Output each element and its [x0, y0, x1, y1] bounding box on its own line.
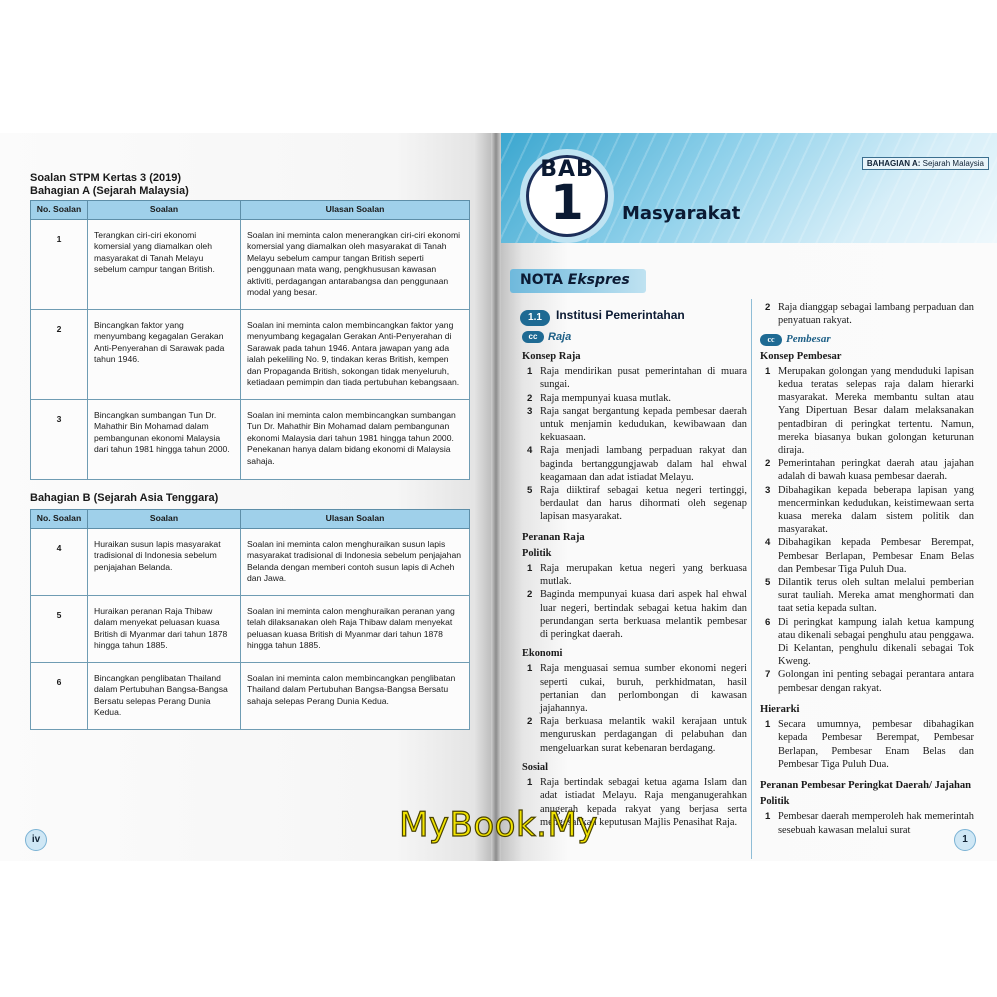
table-row	[31, 399, 470, 479]
konsep-raja-list	[522, 365, 747, 523]
table-row	[31, 219, 470, 309]
nota-ekspres-label: Ekspres	[567, 272, 630, 288]
subhead-raja-label: Raja	[548, 331, 572, 343]
subhead-pembesar-label: Pembesar	[786, 333, 831, 346]
book-gutter	[491, 133, 501, 861]
nota-label: NOTA	[520, 272, 563, 288]
subhead-pembesar	[760, 333, 974, 346]
raja-continued-list	[760, 301, 974, 327]
list-item: 3 Raja sangat bergantung kepada pembesar daerah untuk menjamin kedudukan, kewibawaan dan kekuasaan.	[527, 405, 747, 444]
question-number: 4	[31, 528, 88, 595]
section-tag	[862, 157, 989, 170]
header-soalan: Soalan	[88, 201, 241, 220]
bullet-loop-icon: cc	[522, 331, 544, 343]
list-item: 4 Raja menjadi lambang perpaduan rakyat dan baginda bertanggungjawab dalam hal ehwal keagamaan dan adat istiadat Melayu.	[527, 445, 747, 483]
question-text: Huraikan susun lapis masyarakat tradisional di Indonesia sebelum penjajahan Belanda.	[88, 528, 241, 595]
show-through-text	[230, 181, 235, 202]
section-number-badge: 1.1	[520, 310, 550, 326]
list-item: 1 Merupakan golongan yang menduduki lapisan kedua teratas selepas raja dalam hierarki masyarakat. Mereka membantu sultan atau Yang Dipertuan Besar dalam melaksanakan pentadbiran di peringkat tertentu. Namun, mereka biasanya bukan golongan keturunan diraja.	[765, 365, 974, 457]
table-row	[31, 662, 470, 729]
page-number: 1	[954, 829, 976, 851]
question-commentary: Soalan ini meminta calon membincangkan penglibatan Thailand dalam Pertubuhan Bangsa-Bangsa Bersatu sahaja selepas Perang Dunia Kedua.	[241, 662, 470, 729]
section-tag-label: BAHAGIAN A:	[866, 159, 921, 168]
header-soalan: Soalan	[88, 510, 241, 529]
konsep-raja-heading: Konsep Raja	[522, 351, 581, 362]
hierarki-heading: Hierarki	[760, 703, 800, 715]
politik-heading: Politik	[522, 547, 552, 559]
section-a-heading: Bahagian A (Sejarah Malaysia)	[30, 185, 189, 197]
list-item: 2 Pemerintahan peringkat daerah atau jajahan adalah di bawah kuasa pembesar daerah.	[765, 458, 974, 483]
list-item: 5 Dilantik terus oleh sultan melalui pemberian surat tauliah. Mereka amat menghormati dan taat setia kepada sultan.	[765, 577, 974, 615]
bullet-loop-icon: cc	[760, 334, 782, 346]
list-item: 6 Di peringkat kampung ialah ketua kampung atau dikenali sebagai penghulu atau penggawa. Di Kelantan, penghulu dikenali sebagai Tok Kweng.	[765, 616, 974, 668]
column-divider	[751, 299, 752, 859]
question-commentary: Soalan ini meminta calon menghuraikan peranan yang telah dilaksanakan oleh Raja Thibaw dalam menyekat peluasan kuasa British di Myanmar dari tahun 1878 hingga tahun 1885.	[241, 595, 470, 662]
table-row	[31, 595, 470, 662]
section-b-heading: Bahagian B (Sejarah Asia Tenggara)	[30, 492, 219, 504]
page-number: iv	[25, 829, 47, 851]
konsep-pembesar-heading: Konsep Pembesar	[760, 350, 842, 362]
table-row	[31, 309, 470, 399]
list-item: 1 Raja menguasai semua sumber ekonomi negeri seperti cukai, buruh, perkhidmatan, hasil pertanian dan perlombongan di kawasan jajahannya.	[527, 663, 747, 715]
list-item: 2 Raja mempunyai kuasa mutlak.	[527, 392, 672, 404]
right-page	[498, 133, 997, 861]
question-number: 6	[31, 662, 88, 729]
chapter-badge	[526, 155, 608, 237]
list-item: 1 Secara umumnya, pembesar dibahagikan kepada Pembesar Berempat, Pembesar Berlapan, Pembesar Enam Belas dan Pembesar Tiga Puluh Dua.	[765, 719, 974, 770]
konsep-pembesar-list	[760, 365, 974, 695]
question-text: Bincangkan faktor yang menyumbang kegagalan Gerakan Anti-Penyerahan di Sarawak pada tahun 1946.	[88, 309, 241, 399]
question-commentary: Soalan ini meminta calon membincangkan sumbangan Tun Dr. Mahathir Bin Mohamad dalam pembangunan ekonomi Malaysia dari tahun 1981 hingga tahun 2000. Penekanan hanya dalam bidang ekonomi di Malaysia sahaja.	[241, 399, 470, 479]
list-item: 2 Baginda mempunyai kuasa dari aspek hal ehwal luar negeri, bertindak sebagai ketua hakim dan perundangan serta berkuasa melantik pembesar di peringkat daerah.	[527, 589, 747, 641]
nota-ekspres-banner	[510, 269, 646, 293]
list-item: 3 Dibahagikan kepada beberapa lapisan yang mencerminkan kedudukan, keistimewaan serta kuasa mereka dalam sistem politik dan masyarakat.	[765, 484, 974, 536]
sosial-heading: Sosial	[522, 761, 548, 773]
ekonomi-list	[522, 662, 747, 754]
question-number: 1	[31, 219, 88, 309]
table-row	[31, 528, 470, 595]
question-text: Bincangkan sumbangan Tun Dr. Mahathir Bin Mohamad dalam pembangunan ekonomi Malaysia dari tahun 1981 hingga tahun 2000.	[88, 399, 241, 479]
section-title: Institusi Pemerintahan	[556, 308, 685, 322]
section-a-table	[30, 200, 470, 480]
question-text: Bincangkan penglibatan Thailand dalam Pertubuhan Bangsa-Bangsa Bersatu selepas Perang Dunia Kedua.	[88, 662, 241, 729]
question-number: 5	[31, 595, 88, 662]
header-ulasan: Ulasan Soalan	[241, 510, 470, 529]
list-item: 7 Golongan ini penting sebagai perantara antara pembesar dengan rakyat.	[765, 669, 974, 694]
question-number: 2	[31, 309, 88, 399]
chapter-title: Masyarakat	[622, 203, 741, 224]
list-item: 1 Raja mendirikan pusat pemerintahan di muara sungai.	[527, 366, 747, 391]
list-item: 4 Dibahagikan kepada Pembesar Berempat, Pembesar Berlapan, Pembesar Enam Belas dan Pembesar Tiga Puluh Dua.	[765, 537, 974, 575]
question-text: Terangkan ciri-ciri ekonomi komersial yang diamalkan oleh masyarakat di Tanah Melayu sebelum campur tangan British.	[88, 219, 241, 309]
question-commentary: Soalan ini meminta calon menghuraikan susun lapis masyarakat tradisional di Indonesia sebelum penjajahan Belanda dengan memberi contoh susun lapis di Acheh dan Jawa.	[241, 528, 470, 595]
politik-heading: Politik	[760, 796, 790, 808]
list-item: 1 Pembesar daerah memperoleh hak memerintah sesebuah kawasan melalui surat	[765, 811, 974, 836]
section-tag-value: Sejarah Malaysia	[922, 159, 984, 168]
column-1	[522, 347, 747, 832]
ekonomi-heading: Ekonomi	[522, 648, 563, 660]
store-watermark: MyBook.My	[399, 805, 598, 845]
question-text: Huraikan peranan Raja Thibaw dalam menyekat peluasan kuasa British di Myanmar dari tahun 1878 hingga tahun 1885.	[88, 595, 241, 662]
header-no: No. Soalan	[31, 510, 88, 529]
header-ulasan: Ulasan Soalan	[241, 201, 470, 220]
list-item: 1 Raja merupakan ketua negeri yang berkuasa mutlak.	[527, 563, 747, 588]
question-number: 3	[31, 399, 88, 479]
peranan-pembesar-heading: Peranan Pembesar Peringkat Daerah/ Jajahan	[760, 779, 972, 791]
left-page	[0, 133, 494, 861]
section-b-table	[30, 509, 470, 730]
question-commentary: Soalan ini meminta calon menerangkan ciri-ciri ekonomi komersial yang diamalkan oleh masyarakat di Tanah Melayu sebelum campur tangan British seperti penggunaan mata wang, pengkhususan kawasan aktiviti, perdagangan antarabangsa dan penggunaan modal yang besar.	[241, 219, 470, 309]
page-title: Soalan STPM Kertas 3 (2019)	[30, 172, 182, 184]
list-item: 2 Raja dianggap sebagai lambang perpaduan dan penyatuan rakyat.	[765, 302, 974, 327]
column-2	[760, 301, 974, 840]
politik-list	[522, 562, 747, 641]
chapter-number: 1	[550, 175, 584, 231]
list-item: 2 Raja berkuasa melantik wakil kerajaan untuk menguruskan perdagangan di pelabuhan dan mengeluarkan surat kebenaran berdagang.	[527, 716, 747, 754]
list-item: 5 Raja diiktiraf sebagai ketua negeri tertinggi, berdaulat dan harus dihormati oleh segenap lapisan masyarakat.	[527, 485, 747, 523]
bab-label: BAB	[540, 157, 594, 182]
question-commentary: Soalan ini meminta calon membincangkan faktor yang menyumbang kegagalan Gerakan Anti-Penyerahan di Sarawak pada tahun 1946. Antara jawapan yang ada ialah pekeliling No. 9, tindakan keras British, kempen dan Propaganda British, sokongan tidak menyeluruh, ketiadaan pemimpin dan tiada pertubuhan kebangsaan.	[241, 309, 470, 399]
header-no: No. Soalan	[31, 201, 88, 220]
subhead-raja	[522, 331, 571, 343]
hierarki-list	[760, 718, 974, 771]
peranan-raja-heading: Peranan Raja	[522, 531, 585, 543]
list-item: 1 Raja bertindak sebagai ketua agama Islam dan adat istiadat Melayu. Raja menganugerahkan anugerah kepada rakyat yang berjasa serta mengesahkan keputusan Majlis Penasihat Raja.	[527, 777, 747, 828]
